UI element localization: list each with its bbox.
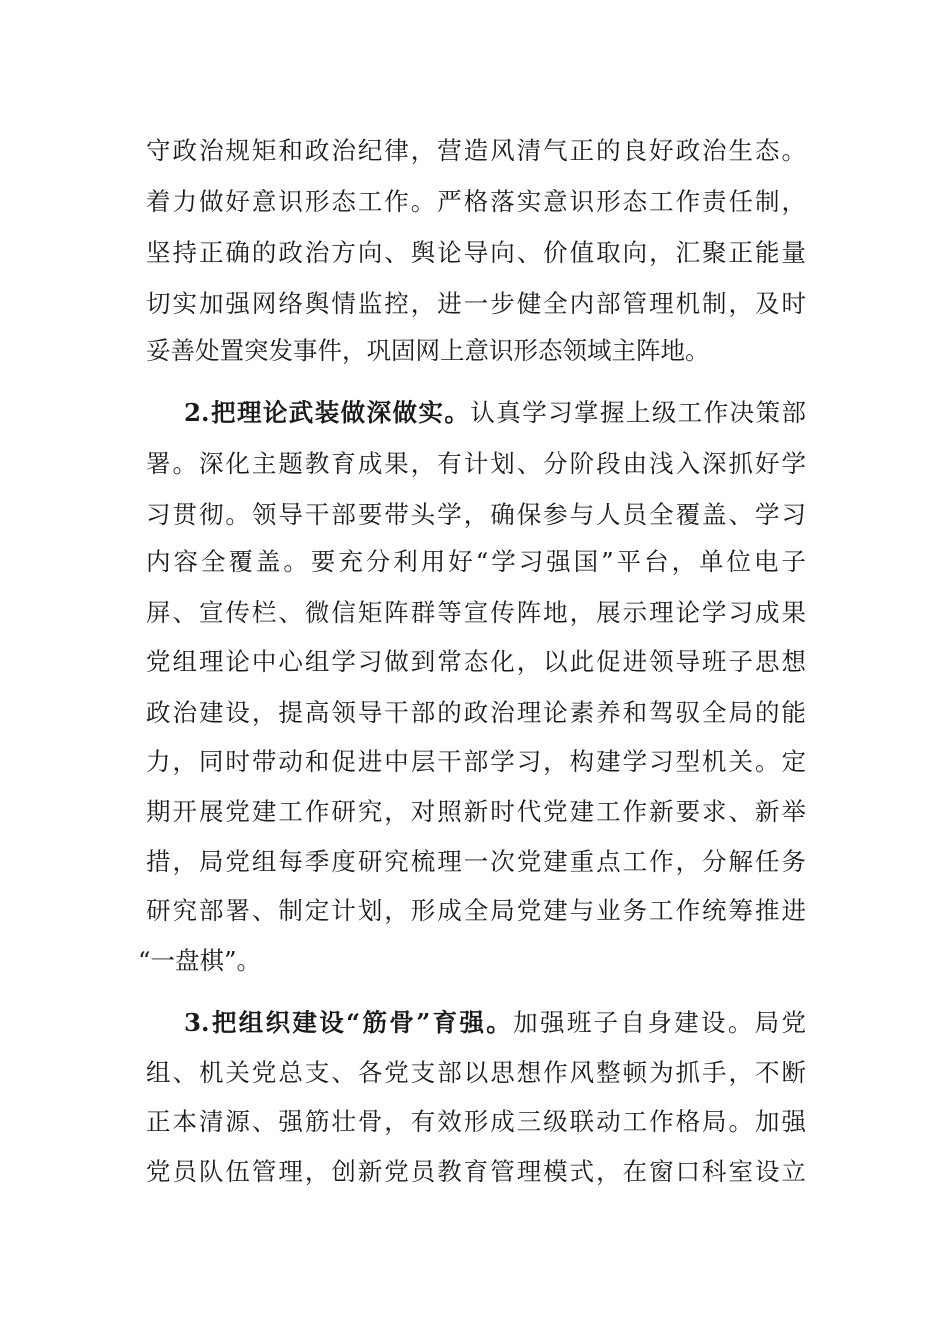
text-line: 党员队伍管理，创新党员教育管理模式，在窗口科室设立 [146, 1157, 806, 1186]
text-line: 研究部署、制定计划，形成全局党建与业务工作统筹推进 [146, 896, 806, 925]
text-line: 习贯彻。领导干部要带头学，确保参与人员全覆盖、学习 [146, 500, 806, 529]
text-line: 着力做好意识形态工作。严格落实意识形态工作责任制， [146, 187, 806, 216]
text-line: 正本清源、强筋壮骨，有效形成三级联动工作格局。加强 [146, 1107, 806, 1136]
text-line: 措，局党组每季度研究梳理一次党建重点工作，分解任务 [146, 847, 806, 876]
paragraph-heading-line: 3.把组织建设“筋骨”育强。加强班子自身建设。局党 [184, 1008, 806, 1037]
paragraph-heading-line: 2.把理论武装做深做实。认真学习掌握上级工作决策部 [184, 398, 806, 427]
section-heading: 2.把理论武装做深做实。 [184, 398, 471, 427]
text-line: 组、机关党总支、各党支部以思想作风整顿为抓手，不断 [146, 1058, 806, 1087]
text-line: 守政治规矩和政治纪律，营造风清气正的良好政治生态。 [146, 136, 806, 165]
text-line: 屏、宣传栏、微信矩阵群等宣传阵地，展示理论学习成果 [146, 598, 806, 627]
text-line: 切实加强网络舆情监控，进一步健全内部管理机制，及时 [146, 289, 806, 318]
section-heading: 3.把组织建设“筋骨”育强。 [184, 1008, 514, 1037]
text-line: 妥善处置突发事件，巩固网上意识形态领域主阵地。 [146, 336, 710, 365]
text-line: 党组理论中心组学习做到常态化，以此促进领导班子思想 [146, 647, 806, 676]
text-line: 内容全覆盖。要充分利用好“学习强国”平台，单位电子 [146, 547, 806, 576]
text-line: 力，同时带动和促进中层干部学习，构建学习型机关。定 [146, 747, 806, 776]
text-line: 坚持正确的政治方向、舆论导向、价值取向，汇聚正能量 [146, 238, 806, 267]
text-line: 政治建设，提高领导干部的政治理论素养和驾驭全局的能 [146, 698, 806, 727]
text-line: “一盘棋”。 [138, 946, 262, 975]
text-line: 期开展党建工作研究，对照新时代党建工作新要求、新举 [146, 797, 806, 826]
text-line: 署。深化主题教育成果，有计划、分阶段由浅入深抓好学 [146, 449, 806, 478]
